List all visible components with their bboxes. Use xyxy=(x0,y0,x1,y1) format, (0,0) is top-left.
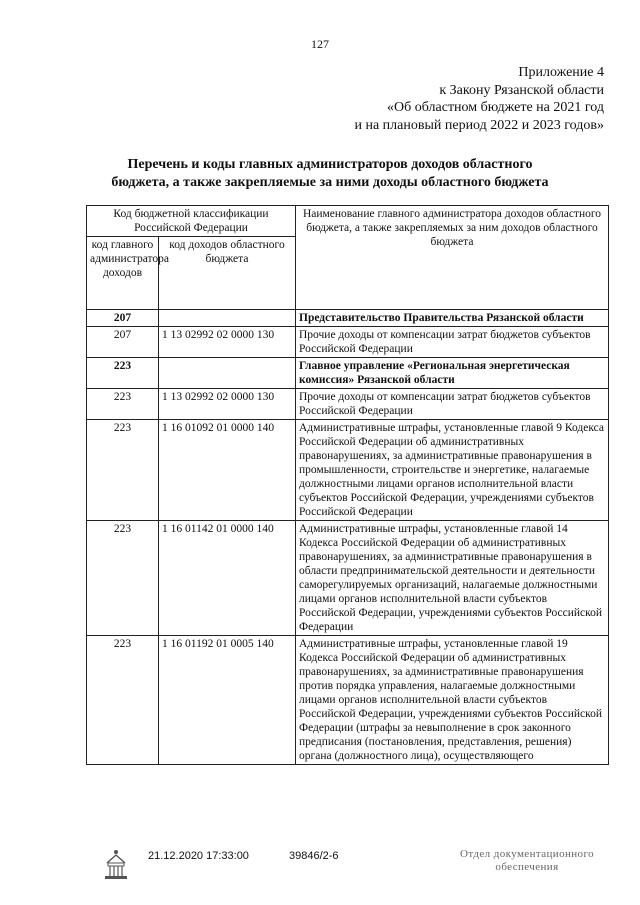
table-row xyxy=(87,327,609,358)
income-code-cell: 1 13 02992 02 0000 130 xyxy=(159,389,296,420)
table-row xyxy=(87,420,609,521)
title-line: бюджета, а также закрепляемые за ними доходы областного бюджета xyxy=(111,175,549,190)
name-cell: Административные штрафы, установленные главой 19 Кодекса Российской Федерации об административных правонарушениях, за административные правонарушения против порядка управления, налагаемые должностными лицами органов исполнительной власти субъектов Российской Федерации, учреждениями субъектов Российской Федерации (штрафы за невыполнение в срок законного предписания (постановления, представления, решения) органа (должностного лица), осуществляющего xyxy=(296,636,609,765)
name-cell: Административные штрафы, установленные главой 14 Кодекса Российской Федерации об административных правонарушениях, за административные правонарушения в области предпринимательской деятельности и деятельности саморегулируемых организаций, налагаемые должностными лицами органов исполнительной власти субъектов Российской Федерации, учреждениями субъектов Российской Федерации xyxy=(296,521,609,636)
name-cell: Представительство Правительства Рязанской области xyxy=(296,310,609,327)
document-title xyxy=(60,156,600,192)
appendix-block xyxy=(354,64,604,134)
admin-code-header: код главного администратора доходов xyxy=(87,237,159,310)
appendix-line: к Закону Рязанской области xyxy=(439,82,604,98)
emblem-icon xyxy=(100,848,132,882)
admin-code-cell: 223 xyxy=(87,521,159,636)
appendix-line: Приложение 4 xyxy=(518,65,604,80)
table-row xyxy=(87,521,609,636)
department-stamp xyxy=(452,848,602,874)
income-code-cell: 1 16 01092 01 0000 140 xyxy=(159,420,296,521)
income-code-cell: 1 16 01192 01 0005 140 xyxy=(159,636,296,765)
admin-code-cell: 223 xyxy=(87,420,159,521)
page-number: 127 xyxy=(311,37,329,51)
footer-date: 21.12.2020 17:33:00 xyxy=(148,850,249,862)
department-line: обеспечения xyxy=(495,861,559,873)
admin-code-cell: 223 xyxy=(87,358,159,389)
name-cell: Главное управление «Региональная энергетическая комиссия» Рязанской области xyxy=(296,358,609,389)
income-code-header: код доходов областного бюджета xyxy=(159,237,296,310)
table-row xyxy=(87,358,609,389)
appendix-line: «Об областном бюджете на 2021 год xyxy=(387,100,604,115)
name-header: Наименование главного администратора доходов областного бюджета, а также закрепляемых за ним доходов областного бюджета xyxy=(296,206,609,310)
department-line: Отдел документационного xyxy=(459,848,594,860)
name-cell: Административные штрафы, установленные главой 9 Кодекса Российской Федерации об административных правонарушениях, за административные правонарушения в промышленности, строительстве и энергетике, налагаемые должностными лицами органов исполнительной власти субъектов Российской Федерации, учреждениями субъектов Российской Федерации xyxy=(296,420,609,521)
table-row xyxy=(87,389,609,420)
codes-table xyxy=(86,205,609,765)
footer-registration-number: 39846/2-6 xyxy=(289,850,339,862)
name-cell: Прочие доходы от компенсации затрат бюджетов субъектов Российской Федерации xyxy=(296,389,609,420)
admin-code-cell: 223 xyxy=(87,389,159,420)
table-row xyxy=(87,310,609,327)
income-code-cell: 1 16 01142 01 0000 140 xyxy=(159,521,296,636)
income-code-cell xyxy=(159,310,296,327)
admin-code-cell: 207 xyxy=(87,327,159,358)
name-cell: Прочие доходы от компенсации затрат бюджетов субъектов Российской Федерации xyxy=(296,327,609,358)
appendix-line: и на плановый период 2022 и 2023 годов» xyxy=(354,117,604,133)
classification-header: Код бюджетной классификации Российской Федерации xyxy=(87,206,296,237)
admin-code-cell: 223 xyxy=(87,636,159,765)
admin-code-cell: 207 xyxy=(87,310,159,327)
income-code-cell xyxy=(159,358,296,389)
footer xyxy=(0,838,640,905)
table-row xyxy=(87,636,609,765)
table-body xyxy=(87,310,609,765)
income-code-cell: 1 13 02992 02 0000 130 xyxy=(159,327,296,358)
title-line: Перечень и коды главных администраторов доходов областного xyxy=(127,157,533,172)
